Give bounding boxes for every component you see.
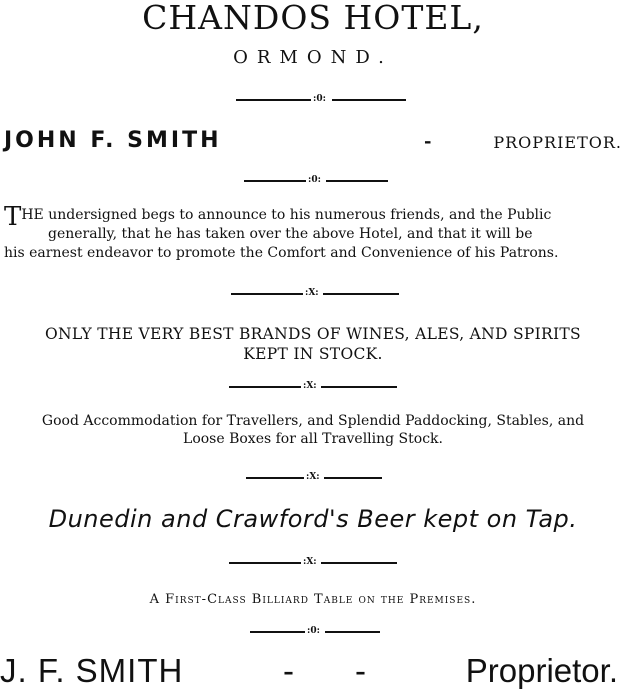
- signature-dash: -: [355, 652, 366, 689]
- brands-notice: [0, 324, 626, 364]
- divider-mark: :X:: [303, 381, 317, 391]
- proprietor-line: [4, 128, 622, 154]
- accommodation-line: Loose Boxes for all Travelling Stock.: [183, 431, 443, 447]
- town-name: ORMOND.: [233, 47, 393, 68]
- brands-line: KEPT IN STOCK.: [243, 345, 383, 363]
- divider-mark: :0:: [313, 94, 326, 104]
- ornamental-divider: [250, 627, 380, 637]
- ornamental-divider: [236, 95, 406, 105]
- billiard-notice: A First-Class Billiard Table on the Premises.: [149, 592, 477, 607]
- proprietor-dash: -: [424, 131, 432, 152]
- announcement-line: his earnest endeavor to promote the Comfort and Convenience of his Patrons.: [4, 245, 559, 261]
- signature-name: J. F. SMITH: [0, 652, 184, 689]
- divider-mark: :0:: [308, 175, 321, 185]
- divider-mark: :X:: [305, 288, 319, 298]
- signature-dash: -: [283, 652, 294, 689]
- divider-mark: :X:: [306, 472, 320, 482]
- hotel-name-heading: CHANDOS HOTEL,: [142, 0, 484, 37]
- ornamental-divider: [244, 176, 388, 186]
- ornamental-divider: [246, 473, 382, 483]
- accommodation-notice: [0, 412, 626, 448]
- announcement-line: THE undersigned begs to announce to his numerous friends, and the Public: [4, 202, 552, 232]
- ornamental-divider: [229, 382, 397, 392]
- proprietor-title: PROPRIETOR.: [493, 133, 622, 152]
- divider-mark: :X:: [303, 557, 317, 567]
- announcement-paragraph: [4, 202, 624, 263]
- signature-title: Proprietor.: [465, 652, 618, 689]
- divider-mark: :0:: [307, 626, 320, 636]
- drop-cap: T: [4, 202, 22, 232]
- beer-notice: Dunedin and Crawford's Beer kept on Tap.: [48, 505, 578, 533]
- announcement-line: generally, that he has taken over the above Hotel, and that it will be: [48, 226, 533, 242]
- ornamental-divider: [229, 558, 397, 568]
- signature-line: [0, 652, 626, 692]
- accommodation-line: Good Accommodation for Travellers, and Splendid Paddocking, Stables, and: [41, 413, 585, 429]
- brands-line: ONLY THE VERY BEST BRANDS OF WINES, ALES, AND SPIRITS: [45, 325, 581, 343]
- ornamental-divider: [231, 289, 399, 299]
- proprietor-name: JOHN F. SMITH: [4, 128, 222, 153]
